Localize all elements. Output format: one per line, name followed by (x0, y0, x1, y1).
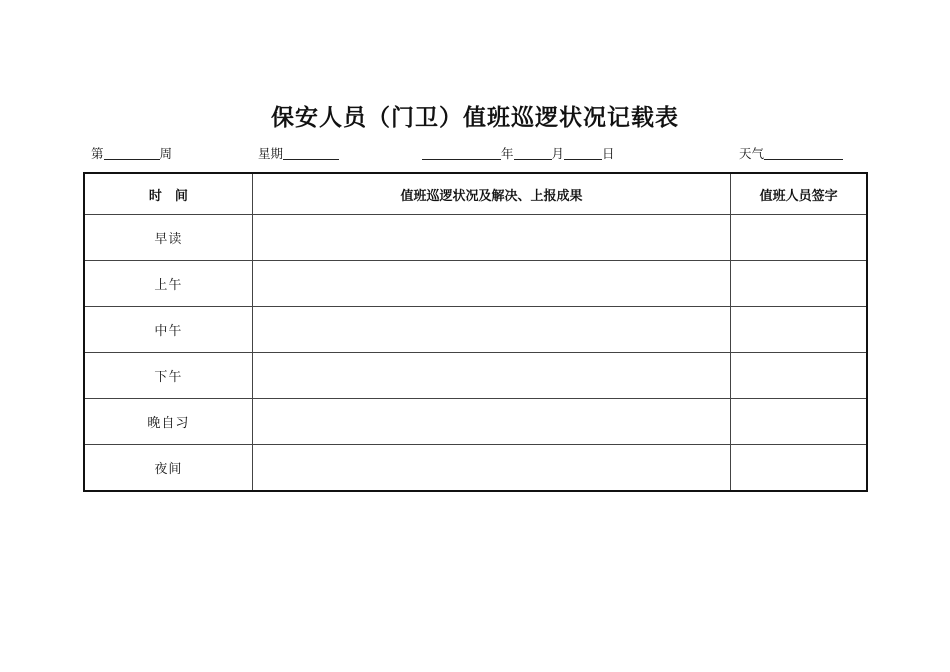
weather-blank[interactable] (764, 145, 843, 160)
period-cell: 中午 (84, 307, 252, 353)
period-cell: 早读 (84, 215, 252, 261)
status-cell[interactable] (252, 215, 731, 261)
signature-cell[interactable] (731, 215, 867, 261)
status-cell[interactable] (252, 353, 731, 399)
status-cell[interactable] (252, 445, 731, 492)
table-row (84, 399, 867, 445)
header-time: 时 间 (84, 173, 252, 215)
week-blank[interactable] (104, 145, 160, 160)
signature-cell[interactable] (731, 261, 867, 307)
month-blank[interactable] (514, 145, 552, 160)
date-field (422, 145, 615, 163)
table-row (84, 353, 867, 399)
year-blank[interactable] (422, 145, 501, 160)
week-field (91, 145, 172, 163)
table-header-row (84, 173, 867, 215)
day-blank[interactable] (564, 145, 602, 160)
table-row (84, 261, 867, 307)
weekday-blank[interactable] (283, 145, 339, 160)
week-suffix-label: 周 (159, 146, 173, 161)
period-cell: 下午 (84, 353, 252, 399)
signature-cell[interactable] (731, 353, 867, 399)
period-cell: 上午 (84, 261, 252, 307)
week-prefix-label: 第 (91, 146, 104, 161)
table-row (84, 445, 867, 492)
period-cell: 夜间 (84, 445, 252, 492)
patrol-record-table (83, 172, 868, 492)
form-title: 保安人员（门卫）值班巡逻状况记载表 (271, 104, 679, 131)
status-cell[interactable] (252, 307, 731, 353)
status-cell[interactable] (252, 261, 731, 307)
year-label: 年 (501, 146, 514, 161)
weekday-field (258, 145, 339, 163)
header-status: 值班巡逻状况及解决、上报成果 (252, 173, 731, 215)
day-label: 日 (602, 146, 615, 161)
header-signature: 值班人员签字 (731, 173, 867, 215)
signature-cell[interactable] (731, 399, 867, 445)
weather-label: 天气 (739, 146, 765, 161)
signature-cell[interactable] (731, 445, 867, 492)
month-label: 月 (551, 146, 565, 161)
period-cell: 晚自习 (84, 399, 252, 445)
weather-field (739, 145, 843, 163)
signature-cell[interactable] (731, 307, 867, 353)
table-row (84, 307, 867, 353)
table-row (84, 215, 867, 261)
status-cell[interactable] (252, 399, 731, 445)
weekday-label: 星期 (258, 146, 284, 161)
